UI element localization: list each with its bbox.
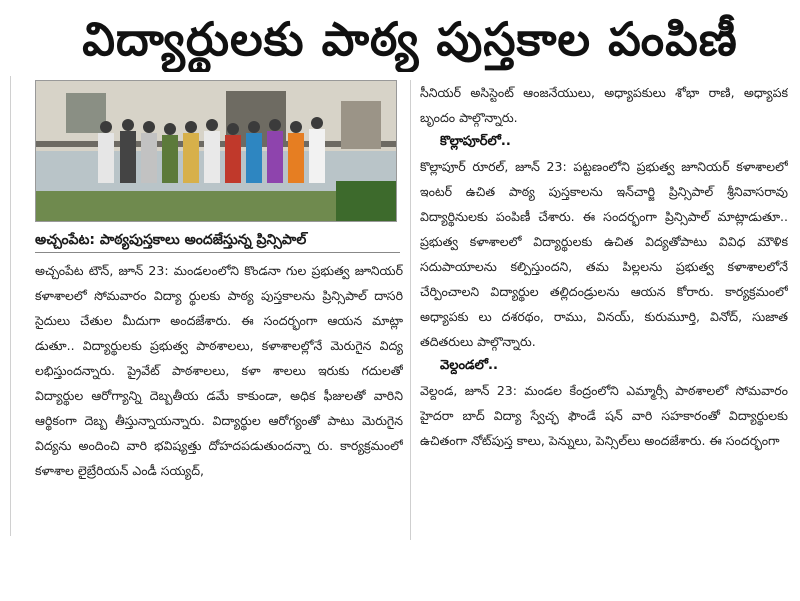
news-photo xyxy=(35,80,397,222)
article-body-kollapur: కొల్లాపూర్ రూరల్, జూన్ 23: పట్టణంలోని ప్రభుత్వ జూనియర్ కళాశాలలో ఇంటర్ ఉచిత పాఠ్య పుస్తకాలను ఇన్‌చార్జి ప్రిన్సిపాల్ శ్రీనివాసరావు విద్యార్థినులకు పంపిణీ చేశారు. ఈ సందర్భంగా ప్రిన్సిపాల్ మాట్లాడుతూ.. ప్రభుత్వ కళాశాలలో విద్యార్థులకు ఉచిత విద్యతోపాటు వివిధ మౌళిక సదుపాయాలను కల్పిస్తుందని, తమ పిల్లలను ప్రభుత్వ కళాశాలలోనే చేర్పించాలని విద్యార్థుల తల్లిదండ్రులను ఆయన కోరారు. కార్యక్రమంలో అధ్యాపకు లు దశరథం, రాము, వినయ్, కురుమూర్తి, వినోద్, సుజాత తదితరులు పాల్గొన్నారు. xyxy=(420,159,788,349)
article-body-veldanda: వెల్దండ, జూన్ 23: మండల కేంద్రంలోని ఎమ్మార్సీ పాఠశాలలో సోమవారం హైదరా బాద్ విద్యా స్వేచ్ఛ ఫౌండే షన్ వారి సహకారంతో విద్యార్థులకు ఉచితంగా నోట్‌పుస్త కాలు, పెన్నులు, పెన్సిల్‌లు అందజేశారు. ఈ సందర్భంగా xyxy=(420,383,788,448)
article-body-left: అచ్చంపేట టౌన్, జూన్ 23: మండలంలోని కొండనా గుల ప్రభుత్వ జూనియర్ కళాశాలలో సోమవారం విద్యా ర్థులకు పాఠ్య పుస్తకాలను ప్రిన్సిపాల్ దాసరి సైదులు చేతుల మీదుగా అందజేశారు. ఈ సందర్భంగా ఆయన మాట్లా డుతూ.. విద్యార్థులకు ప్రభుత్వ పాఠశాలలు, కళాశాలల్లోనే మెరుగైన విద్య లభిస్తుందన్నారు. ప్రైవేట్ పాఠశాలలు, కళా శాలలు ఇరుకు గదులతో విద్యార్థుల ఆరోగ్యాన్ని దెబ్బతీయ డమే కాకుండా, అధిక ఫీజులతో వారిని ఆర్థికంగా దెబ్బ తీస్తున్నాయన్నారు. విద్యార్థుల ఆరోగ్యంతో పాటు మెరుగైన విద్యను అందించి వారి భవిష్యత్తు దోహదపడుతుందన్నా రు. కార్యక్రమంలో కళాశాల లైబ్రేరియన్ ఎండీ సయ్యద్, xyxy=(35,263,403,478)
section-subhead-veldanda: వెల్దండలో.. xyxy=(440,358,498,373)
headline: విద్యార్థులకు పాఠ్య పుస్తకాల పంపిణీ xyxy=(82,12,738,66)
right-column xyxy=(420,80,788,540)
group-photo-illustration xyxy=(36,81,396,221)
margin-rule xyxy=(10,76,11,536)
column-divider xyxy=(410,80,411,540)
left-column xyxy=(30,80,408,540)
section-subhead-kollapur: కొల్లాపూర్‌లో.. xyxy=(440,134,511,149)
article-body-intro: సీనియర్ అసిస్టెంట్ ఆంజనేయులు, అధ్యాపకులు శోభా రాణి, అధ్యాపక బృందం పాల్గొన్నారు. xyxy=(420,85,788,125)
photo-caption: అచ్చంపేట: పాఠ్యపుస్తకాలు అందజేస్తున్న ప్రిన్సిపాల్ xyxy=(35,228,400,253)
